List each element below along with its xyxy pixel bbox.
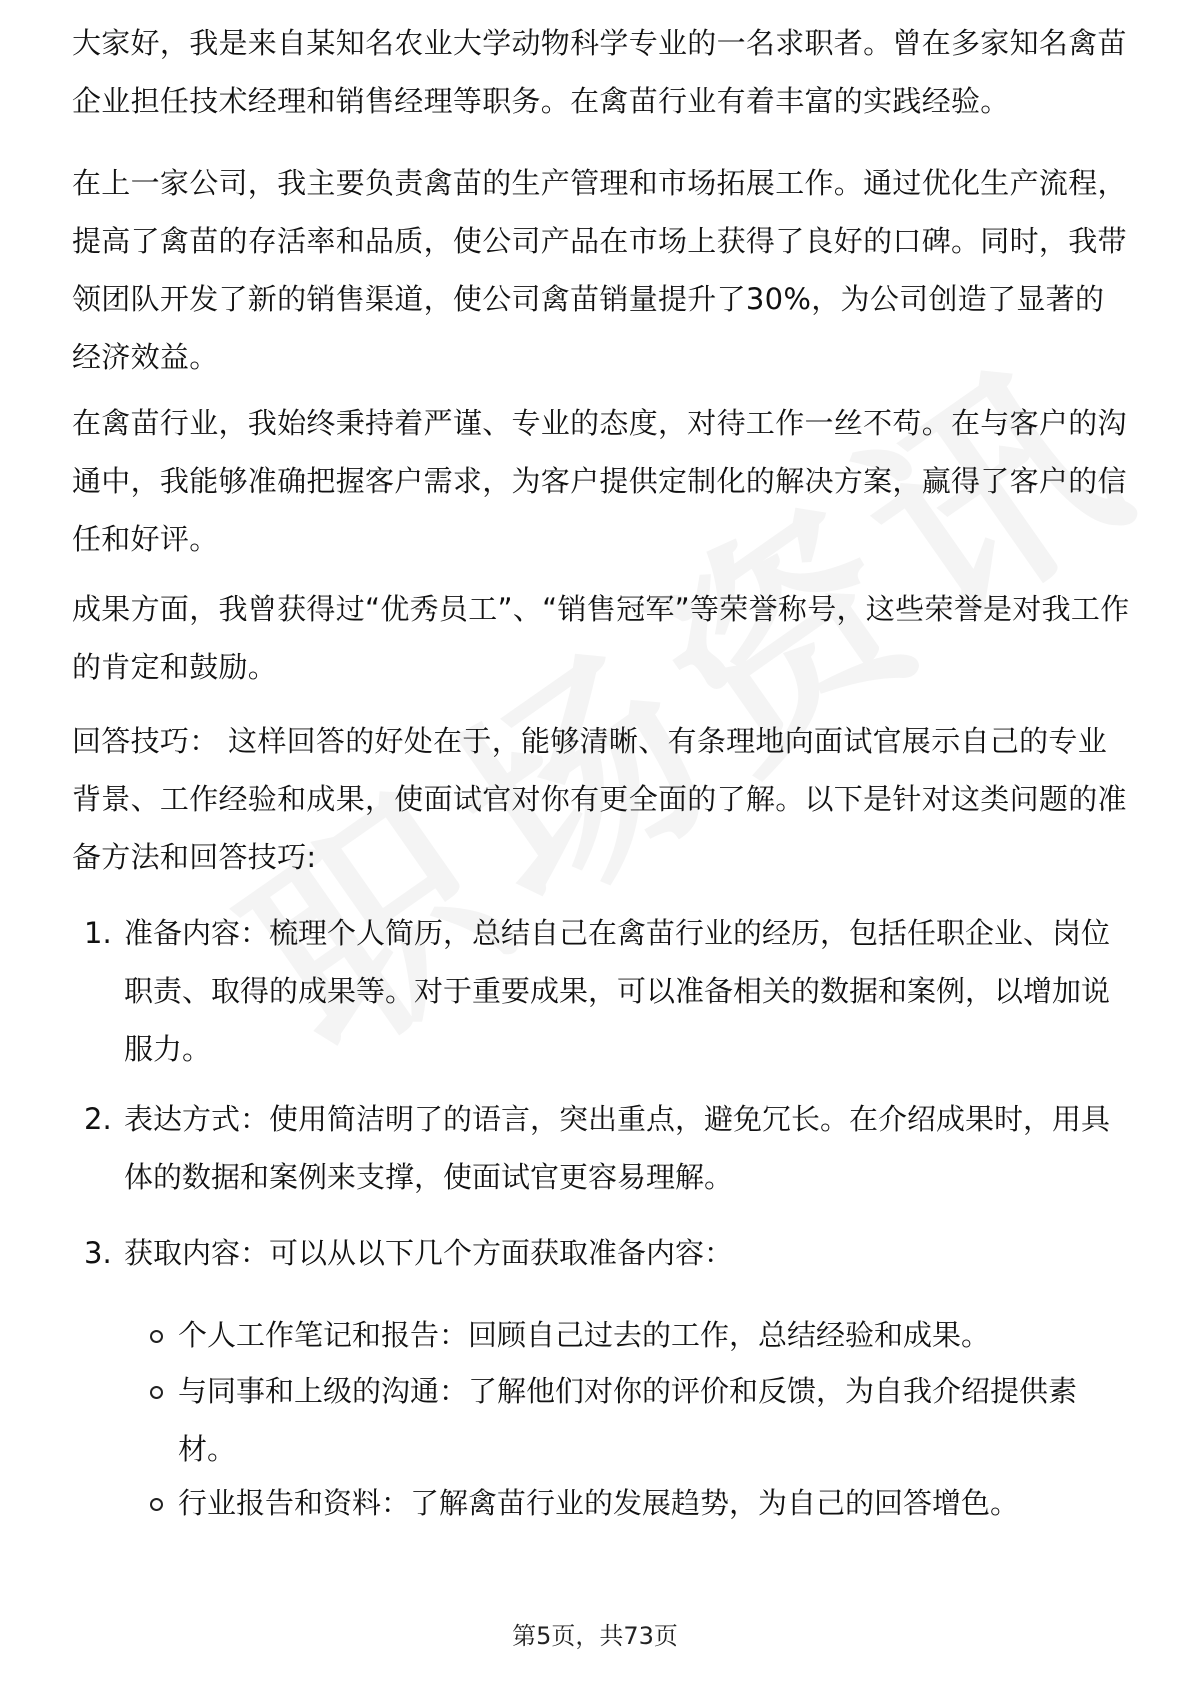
paragraph-achievements: 成果方面，我曾获得过“优秀员工”、“销售冠军”等荣誉称号，这些荣誉是对我工作的肯定和鼓励。	[72, 592, 1130, 684]
bullet-circle-icon	[150, 1330, 163, 1343]
paragraph-intro-cut: 大家好，我是来自某知名农业大学动物科学专业的一名求职者。曾在多家知名禽苗	[72, 26, 1127, 60]
list-number: 2.	[84, 1102, 112, 1136]
paragraph-answer-tips: 回答技巧： 这样回答的好处在于，能够清晰、有条理地向面试官展示自己的专业背景、工作经验和成果，使面试官对你有更全面的了解。以下是针对这类问题的准备方法和回答技巧:	[72, 724, 1127, 874]
bullet-text: 行业报告和资料：了解禽苗行业的发展趋势，为自己的回答增色。	[178, 1486, 1020, 1520]
paragraph-attitude: 在禽苗行业，我始终秉持着严谨、专业的态度，对待工作一丝不苟。在与客户的沟通中，我能够准确把握客户需求，为客户提供定制化的解决方案，赢得了客户的信任和好评。	[72, 406, 1127, 556]
page-footer: 第5页，共73页	[512, 1622, 678, 1650]
bullet-circle-icon	[150, 1498, 163, 1511]
list-text: 准备内容：梳理个人简历，总结自己在禽苗行业的经历，包括任职企业、岗位职责、取得的成果等。对于重要成果，可以准备相关的数据和案例，以增加说服力。	[124, 916, 1111, 1066]
list-number: 3.	[84, 1236, 112, 1270]
list-text: 获取内容：可以从以下几个方面获取准备内容：	[124, 1236, 734, 1270]
paragraph-intro: 企业担任技术经理和销售经理等职务。在禽苗行业有着丰富的实践经验。	[72, 84, 1010, 118]
paragraph-previous-company: 在上一家公司，我主要负责禽苗的生产管理和市场拓展工作。通过优化生产流程，提高了禽苗的存活率和品质，使公司产品在市场上获得了良好的口碑。同时，我带领团队开发了新的销售渠道，使公司禽苗销量提升了30%，为公司创造了显著的经济效益。	[72, 166, 1127, 374]
bullet-text: 个人工作笔记和报告：回顾自己过去的工作，总结经验和成果。	[178, 1318, 991, 1352]
bullet-text: 与同事和上级的沟通：了解他们对你的评价和反馈，为自我介绍提供素材。	[178, 1374, 1078, 1466]
list-number: 1.	[84, 916, 112, 950]
bullet-circle-icon	[150, 1386, 163, 1399]
list-text: 表达方式：使用简洁明了的语言，突出重点，避免冗长。在介绍成果时，用具体的数据和案例来支撑，使面试官更容易理解。	[124, 1102, 1111, 1194]
